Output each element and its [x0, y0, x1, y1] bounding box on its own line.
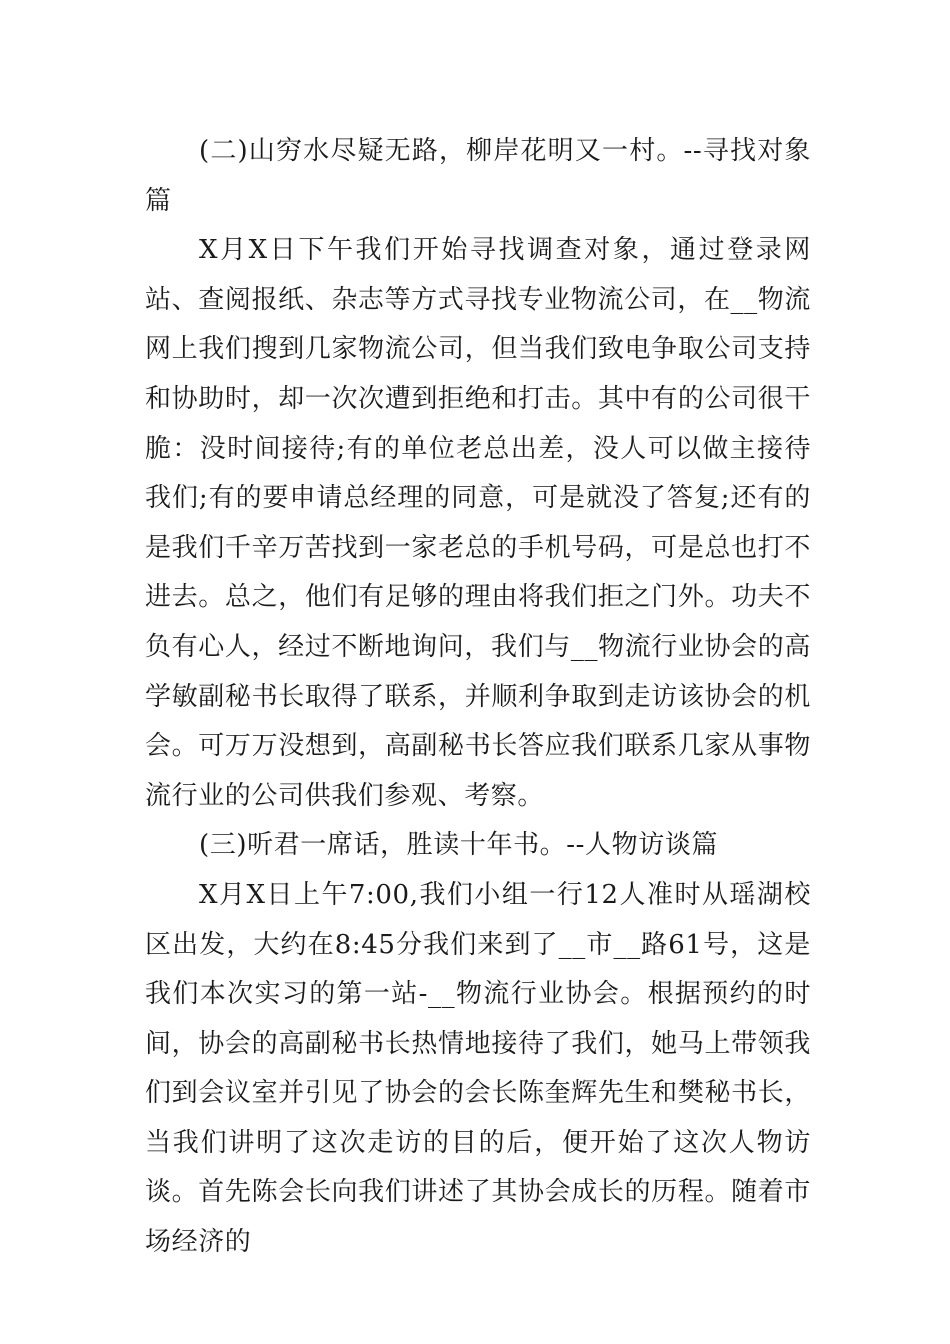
section-heading-interviews: (三)听君一席话，胜读十年书。--人物访谈篇	[199, 830, 719, 861]
section-heading-finding-targets: (二)山穷水尽疑无路，柳岸花明又一村。--寻找对象篇	[145, 136, 811, 216]
paragraph-finding-targets: X月X日下午我们开始寻找调查对象，通过登录网站、查阅报纸、杂志等方式寻找专业物流公司，在__物流网上我们搜到几家物流公司，但当我们致电争取公司支持和协助时，却一次次遭到拒绝和打击。其中有的公司很干脆：没时间接待;有的单位老总出差，没人可以做主接待我们;有的要申请总经理的同意，可是就没了答复;还有的是我们千辛万苦找到一家老总的手机号码，可是总也打不进去。总之，他们有足够的理由将我们拒之门外。功夫不负有心人，经过不断地询问，我们与__物流行业协会的高学敏副秘书长取得了联系，并顺利争取到走访该协会的机会。可万万没想到，高副秘书长答应我们联系几家从事物流行业的公司供我们参观、考察。	[145, 235, 811, 811]
body-text	[145, 127, 811, 1268]
paragraph-interviews: X月X日上午7:00,我们小组一行12人准时从瑶湖校区出发，大约在8:45分我们来到了__市__路61号，这是我们本次实习的第一站-__物流行业协会。根据预约的时间，协会的高副秘书长热情地接待了我们，她马上带领我们到会议室并引见了协会的会长陈奎辉先生和樊秘书长，当我们讲明了这次走访的目的后，便开始了这次人物访谈。首先陈会长向我们讲述了其协会成长的历程。随着市场经济的	[145, 879, 811, 1258]
